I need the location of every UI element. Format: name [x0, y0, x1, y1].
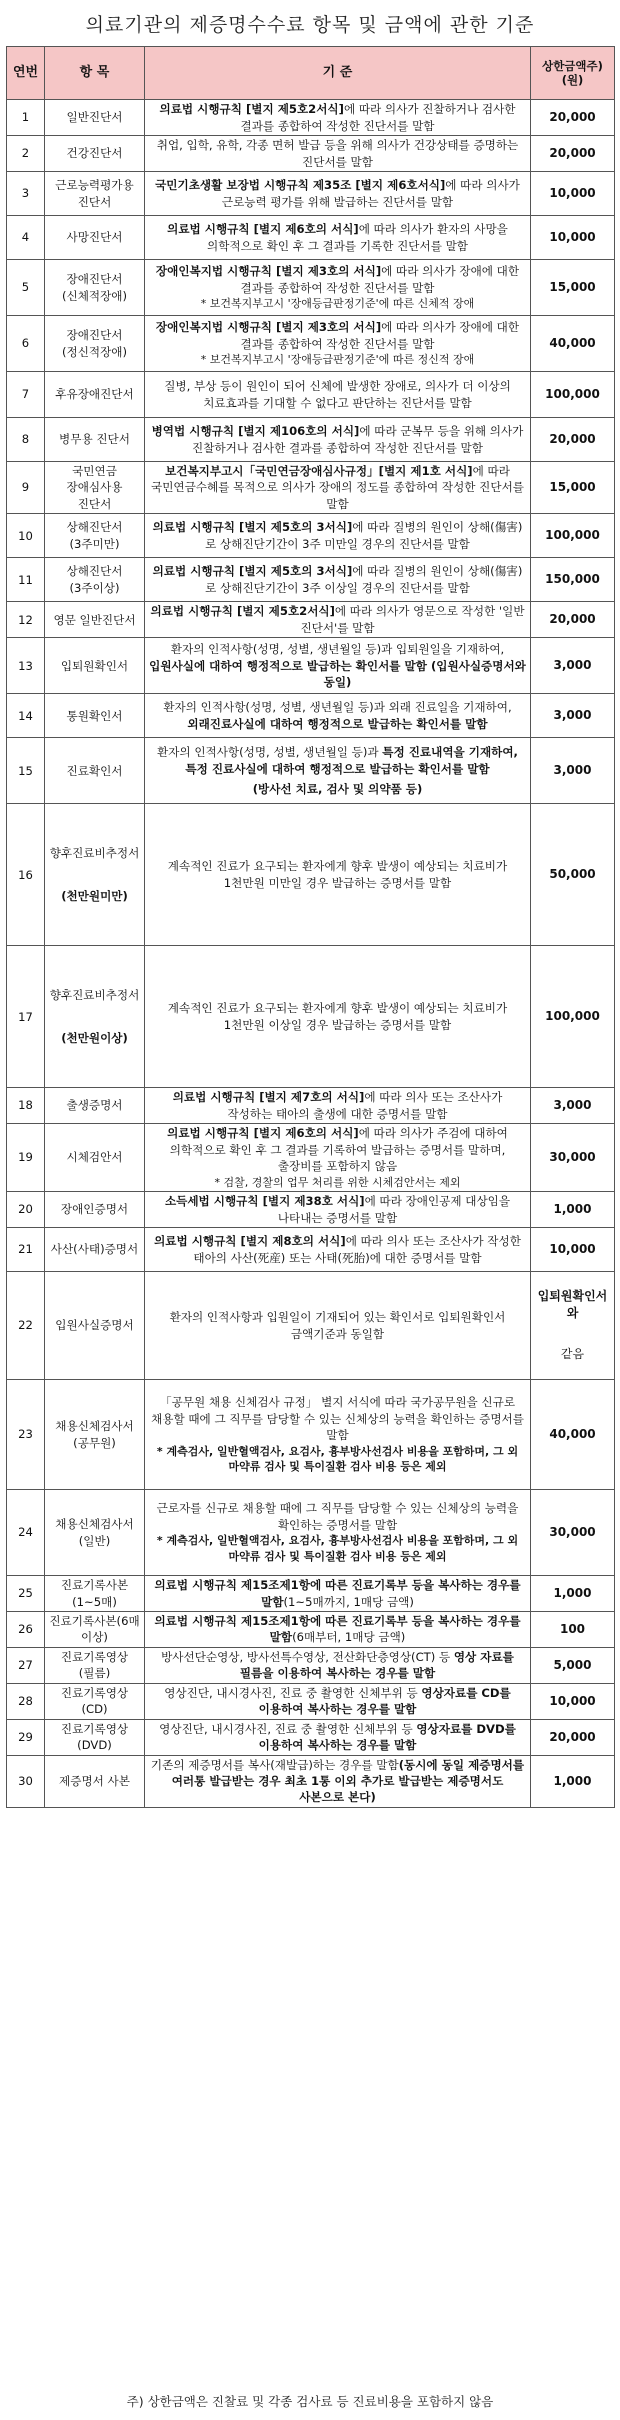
row-item-name [45, 946, 145, 1088]
amount-value: 15,000 [549, 279, 596, 294]
criteria-legal-basis: 소득세법 시행규칙 [별지 제38호 서식] [164, 1194, 365, 1209]
row-criteria [145, 1611, 531, 1647]
row-amount [531, 1719, 615, 1755]
criteria-note: * 검찰, 경찰의 업무 처리를 위한 시체검안서는 제외 [214, 1175, 461, 1189]
table-row [7, 1683, 615, 1719]
row-criteria [145, 260, 531, 316]
row-item-name [45, 1755, 145, 1807]
criteria-legal-basis: 장애인복지법 시행규칙 [별지 제3호의 서식] [155, 320, 382, 335]
item-label: 병무용 진단서 [59, 432, 130, 447]
criteria-text: 에 따라 장애인공제 대상임을 나타내는 증명서를 말함 [277, 1194, 511, 1225]
fee-table [6, 46, 615, 1808]
row-criteria [145, 1755, 531, 1807]
row-number: 10 [7, 514, 45, 558]
row-criteria [145, 1088, 531, 1124]
criteria-text: 에 따라 의사가 환자의 사망을 의학적으로 확인 후 그 결과를 기록한 진단서를 말함 [207, 222, 508, 253]
table-row [7, 804, 615, 946]
criteria-legal-basis: 의료법 시행규칙 [별지 제5호의 3서식] [152, 520, 353, 535]
criteria-note: * 보건복지부고시 '장애등급판정기준'에 따른 정신적 장애 [200, 353, 475, 367]
table-row [7, 1490, 615, 1576]
criteria-text: 에 따라 의사가 근로능력 평가를 위해 발급하는 진단서를 말함 [221, 178, 520, 209]
row-number: 22 [7, 1272, 45, 1380]
row-number: 26 [7, 1611, 45, 1647]
row-item-name [45, 1380, 145, 1490]
criteria-legal-basis: 의료법 시행규칙 [별지 제5호2서식] [150, 604, 335, 619]
amount-value: 150,000 [545, 572, 600, 587]
item-label: 영문 일반진단서 [53, 612, 136, 627]
item-label: 향후진료비추정서 [49, 846, 140, 861]
table-row [7, 1719, 615, 1755]
criteria-text: 방사선단순영상, 방사선특수영상, 전산화단층영상(CT) 등 [161, 1649, 454, 1664]
table-row [7, 1272, 615, 1380]
item-label: 장애진단서(정신적장애) [61, 328, 128, 359]
criteria-text: 에 따라 의사가 장애에 대한 결과를 종합하여 작성한 진단서를 말함 [240, 320, 520, 351]
amount-value: 50,000 [549, 867, 596, 882]
item-label: 출생증명서 [66, 1098, 123, 1113]
row-item-name [45, 462, 145, 514]
row-amount [531, 804, 615, 946]
row-number: 21 [7, 1228, 45, 1272]
criteria-emphasis: 영상 자료를 필름을 이용하여 복사하는 경우를 말함 [239, 1649, 514, 1681]
row-criteria [145, 1192, 531, 1228]
row-number: 1 [7, 100, 45, 136]
criteria-text: 기존의 제증명서를 복사(재발급)하는 경우를 말함 [150, 1757, 399, 1772]
table-row [7, 1228, 615, 1272]
criteria-legal-basis: 보건복지부고시「국민연금장애심사규정」[별지 제1호 서식] [165, 464, 473, 478]
row-number: 8 [7, 418, 45, 462]
row-criteria [145, 514, 531, 558]
row-number: 5 [7, 260, 45, 316]
row-amount [531, 1124, 615, 1192]
criteria-text: 계속적인 진료가 요구되는 환자에게 향후 발생이 예상되는 치료비가 1천만원 이상일 경우 발급하는 증명서를 말함 [167, 1001, 508, 1032]
criteria-note: * 보건복지부고시 '장애등급판정기준'에 따른 신체적 장애 [200, 297, 475, 311]
item-label: 입퇴원확인서 [60, 658, 129, 673]
criteria-text: 에 따라 질병의 원인이 상해(傷害)로 상해진단기간이 3주 미만일 경우의 진단서를 말함 [205, 520, 523, 551]
row-amount [531, 514, 615, 558]
table-row [7, 1576, 615, 1612]
amount-value: 10,000 [549, 1242, 596, 1257]
table-row [7, 946, 615, 1088]
row-amount [531, 1272, 615, 1380]
criteria-text: 취업, 입학, 유학, 각종 면허 발급 등을 위해 의사가 건강상태를 증명하는 진단서를 말함 [156, 138, 519, 169]
item-label: 입원사실증명서 [55, 1318, 134, 1333]
row-amount [531, 946, 615, 1088]
row-item-name [45, 100, 145, 136]
row-item-name [45, 1576, 145, 1612]
row-amount [531, 558, 615, 602]
document-title: 의료기관의 제증명수수료 항목 및 금액에 관한 기준 [85, 13, 535, 36]
row-item-name [45, 1719, 145, 1755]
row-criteria [145, 804, 531, 946]
amount-value: 30,000 [549, 1150, 596, 1165]
table-row [7, 558, 615, 602]
row-item-name [45, 738, 145, 804]
row-criteria [145, 316, 531, 372]
amount-value: 3,000 [553, 658, 592, 673]
row-amount [531, 1228, 615, 1272]
item-label: 상해진단서(3주이상) [66, 564, 123, 595]
table-row [7, 1124, 615, 1192]
row-criteria [145, 216, 531, 260]
amount-value: 20,000 [549, 612, 596, 627]
row-criteria [145, 418, 531, 462]
row-criteria [145, 638, 531, 694]
criteria-legal-basis: 장애인복지법 시행규칙 [별지 제3호의 서식] [155, 264, 382, 279]
row-criteria [145, 1272, 531, 1380]
row-amount [531, 602, 615, 638]
row-number: 23 [7, 1380, 45, 1490]
row-item-name [45, 1124, 145, 1192]
row-criteria [145, 1380, 531, 1490]
item-label: 채용신체검사서(일반) [55, 1517, 134, 1548]
amount-value: 입퇴원확인서와 [537, 1289, 608, 1321]
row-item-name [45, 1683, 145, 1719]
amount-value: 20,000 [549, 1729, 596, 1744]
row-item-name [45, 1228, 145, 1272]
row-criteria [145, 136, 531, 172]
row-criteria [145, 372, 531, 418]
table-row [7, 638, 615, 694]
criteria-legal-basis: 의료법 시행규칙 [별지 제8호의 서식] [154, 1234, 346, 1249]
amount-value: 30,000 [549, 1525, 596, 1540]
row-number: 11 [7, 558, 45, 602]
row-number: 29 [7, 1719, 45, 1755]
criteria-legal-basis: 국민기초생활 보장법 시행규칙 제35조 [별지 제6호서식] [155, 178, 446, 193]
table-row [7, 1755, 615, 1807]
criteria-note: * 계측검사, 일반혈액검사, 요검사, 흉부방사선검사 비용을 포함하며, 그 외 마약류 검사 및 특이질환 검사 비용 등은 제외 [156, 1534, 519, 1563]
row-amount [531, 136, 615, 172]
row-amount [531, 1380, 615, 1490]
row-item-name [45, 1088, 145, 1124]
criteria-legal-basis: 병역법 시행규칙 [별지 제106호의 서식] [151, 424, 360, 439]
item-label: 진료기록사본(1~5매) [60, 1578, 129, 1609]
criteria-text: 에 따라 국민연금수혜를 목적으로 의사가 장애의 정도를 종합하여 작성한 진단서를 말함 [151, 464, 524, 511]
row-item-name [45, 136, 145, 172]
row-item-name [45, 804, 145, 946]
table-row [7, 1647, 615, 1683]
row-amount [531, 1755, 615, 1807]
row-number: 12 [7, 602, 45, 638]
amount-value: 20,000 [549, 431, 596, 446]
item-label: 통원확인서 [66, 708, 123, 723]
row-item-name [45, 514, 145, 558]
row-number: 16 [7, 804, 45, 946]
table-row [7, 136, 615, 172]
amount-value: 1,000 [553, 1202, 592, 1217]
item-label: 진료기록영상(필름) [60, 1649, 129, 1681]
item-label: 진료기록영상(DVD) [60, 1721, 129, 1753]
table-header-row [7, 47, 615, 100]
row-item-name [45, 260, 145, 316]
row-criteria [145, 694, 531, 738]
item-label: 진료확인서 [66, 763, 123, 778]
item-sublabel: (천만원이상) [61, 1030, 128, 1045]
criteria-emphasis: 영상자료를 DVD를 이용하여 복사하는 경우를 말함 [258, 1721, 516, 1753]
row-item-name [45, 216, 145, 260]
row-amount [531, 1576, 615, 1612]
row-amount [531, 1192, 615, 1228]
row-item-name [45, 372, 145, 418]
row-criteria [145, 1647, 531, 1683]
row-item-name [45, 1490, 145, 1576]
row-item-name [45, 602, 145, 638]
item-label: 장애진단서(신체적장애) [61, 272, 128, 303]
item-label: 사망진단서 [66, 230, 123, 245]
row-criteria [145, 1124, 531, 1192]
item-label: 근로능력평가용 진단서 [55, 178, 134, 209]
amount-value: 3,000 [553, 763, 592, 778]
item-sublabel: (천만원미만) [61, 888, 128, 903]
row-criteria [145, 1228, 531, 1272]
criteria-text: 영상진단, 내시경사진, 진료 중 촬영한 신체부위 등 [164, 1685, 422, 1700]
row-amount [531, 260, 615, 316]
amount-value: 5,000 [553, 1657, 592, 1672]
amount-value: 100 [559, 1621, 586, 1636]
row-number: 19 [7, 1124, 45, 1192]
row-item-name [45, 694, 145, 738]
row-item-name [45, 1272, 145, 1380]
table-row [7, 172, 615, 216]
row-amount [531, 694, 615, 738]
row-item-name [45, 1647, 145, 1683]
item-label: 제증명서 사본 [59, 1774, 130, 1789]
row-number: 9 [7, 462, 45, 514]
criteria-legal-basis: 의료법 시행규칙 [별지 제6호의 서식] [167, 222, 359, 237]
row-criteria [145, 1490, 531, 1576]
item-label: 일반진단서 [66, 110, 123, 125]
row-amount [531, 1611, 615, 1647]
criteria-emphasis: 특정 진료내역을 기재하여, 특정 진료사실에 대하여 행정적으로 발급하는 확인서를 말함 [185, 745, 518, 776]
table-row [7, 462, 615, 514]
criteria-text: 질병, 부상 등이 원인이 되어 신체에 발생한 장애로, 의사가 더 이상의 치료효과를 기대할 수 없다고 판단하는 진단서를 말함 [164, 379, 511, 410]
criteria-legal-basis: 의료법 시행규칙 [별지 제7호의 서식] [172, 1090, 365, 1105]
amount-value: 10,000 [549, 1693, 596, 1708]
row-amount [531, 418, 615, 462]
table-body [7, 100, 615, 1808]
table-row [7, 260, 615, 316]
item-label: 사산(사태)증명서 [50, 1242, 139, 1257]
item-label: 건강진단서 [66, 146, 123, 161]
row-criteria [145, 946, 531, 1088]
item-label: 상해진단서(3주미만) [66, 520, 123, 551]
row-amount [531, 1490, 615, 1576]
amount-value: 3,000 [553, 708, 592, 723]
row-number: 7 [7, 372, 45, 418]
table-row [7, 372, 615, 418]
amount-value: 40,000 [549, 1427, 596, 1442]
criteria-text: (6매부터, 1매당 금액) [292, 1630, 406, 1645]
criteria-emphasis: 입원사실에 대하여 행정적으로 발급하는 확인서를 말함 (입원사실증명서와 동일) [149, 658, 526, 689]
row-criteria [145, 100, 531, 136]
header-item: 항 목 [45, 47, 145, 100]
table-row [7, 1192, 615, 1228]
criteria-text: 에 따라 의사 또는 조산사가 작성하는 태아의 출생에 대한 증명서를 말함 [227, 1090, 503, 1121]
criteria-text: 에 따라 질병의 원인이 상해(傷害)로 상해진단기간이 3주 이상일 경우의 진단서를 말함 [205, 564, 523, 595]
criteria-legal-basis: 의료법 시행규칙 [별지 제6호의 서식] [167, 1126, 359, 1141]
row-item-name [45, 1611, 145, 1647]
criteria-legal-basis: 의료법 시행규칙 제15조제1항에 따른 진료기록부 등을 복사하는 경우를 말함 [154, 1613, 521, 1645]
row-amount [531, 1647, 615, 1683]
table-row [7, 216, 615, 260]
amount-value: 100,000 [545, 1009, 600, 1024]
row-amount [531, 1683, 615, 1719]
criteria-text: 환자의 인적사항(성명, 성별, 생년월일 등)과 입퇴원일을 기재하여, [170, 642, 505, 657]
row-item-name [45, 172, 145, 216]
item-label: 채용신체검사서(공무원) [55, 1419, 134, 1450]
row-number: 18 [7, 1088, 45, 1124]
row-item-name [45, 558, 145, 602]
amount-value: 20,000 [549, 109, 596, 124]
criteria-text: 「공무원 채용 신체검사 규정」 별지 서식에 따라 국가공무원을 신규로 채용할 때에 그 직무를 담당할 수 있는 신체상의 능력을 확인하는 증명서를 말함 [151, 1395, 524, 1443]
row-item-name [45, 638, 145, 694]
row-criteria [145, 1719, 531, 1755]
criteria-emphasis: (동시에 동일 제증명서를 여러통 발급받는 경우 최초 1통 이외 추가로 발급받는 제증명서도 사본으로 본다) [171, 1757, 525, 1805]
row-number: 3 [7, 172, 45, 216]
table-row [7, 514, 615, 558]
amount-value: 40,000 [549, 335, 596, 350]
header-no: 연번 [7, 47, 45, 100]
item-label: 장애인증명서 [60, 1202, 129, 1217]
table-row [7, 1088, 615, 1124]
row-number: 4 [7, 216, 45, 260]
table-row [7, 418, 615, 462]
item-label: 시체검안서 [66, 1150, 123, 1165]
criteria-legal-basis: 의료법 시행규칙 [별지 제5호의 3서식] [152, 564, 353, 579]
criteria-text: 에 따라 의사가 진찰하거나 검사한 결과를 종합하여 작성한 진단서를 말함 [240, 102, 516, 133]
amount-value-suffix: 같음 [560, 1347, 585, 1362]
criteria-note: * 계측검사, 일반혈액검사, 요검사, 흉부방사선검사 비용을 포함하며, 그 외 마약류 검사 및 특이질환 검사 비용 등은 제외 [156, 1444, 519, 1474]
criteria-text: 에 따라 의사가 장애에 대한 결과를 종합하여 작성한 진단서를 말함 [240, 264, 520, 295]
amount-value: 100,000 [545, 528, 600, 543]
row-number: 17 [7, 946, 45, 1088]
table-row [7, 738, 615, 804]
row-number: 14 [7, 694, 45, 738]
row-number: 20 [7, 1192, 45, 1228]
row-criteria [145, 462, 531, 514]
criteria-legal-basis: 의료법 시행규칙 제15조제1항에 따른 진료기록부 등을 복사하는 경우를 말함 [154, 1578, 521, 1609]
row-amount [531, 1088, 615, 1124]
item-label: 후유장애진단서 [55, 387, 134, 402]
criteria-text: 환자의 인적사항(성명, 성별, 생년월일 등)과 외래 진료일을 기재하여, [163, 700, 512, 715]
row-amount [531, 462, 615, 514]
criteria-text: 환자의 인적사항(성명, 성별, 생년월일 등)과 [157, 745, 383, 760]
row-item-name [45, 418, 145, 462]
row-number: 6 [7, 316, 45, 372]
criteria-text: 에 따라 의사가 영문으로 작성한 '일반 진단서'를 말함 [300, 604, 525, 635]
row-criteria [145, 558, 531, 602]
criteria-emphasis: 외래진료사실에 대하여 행정적으로 발급하는 확인서를 말함 [187, 716, 488, 731]
item-label: 진료기록영상(CD) [60, 1685, 129, 1717]
table-row [7, 1380, 615, 1490]
row-number: 2 [7, 136, 45, 172]
row-amount [531, 100, 615, 136]
row-item-name [45, 1192, 145, 1228]
amount-value: 15,000 [549, 480, 596, 495]
table-row [7, 316, 615, 372]
criteria-text: 근로자를 신규로 채용할 때에 그 직무를 담당할 수 있는 신체상의 능력을 확인하는 증명서를 말함 [156, 1501, 519, 1532]
criteria-text: 에 따라 의사 또는 조산사가 작성한 태아의 사산(死産) 또는 사태(死胎)에 대한 증명서를 말함 [193, 1234, 521, 1265]
criteria-text: 환자의 인적사항과 입원일이 기재되어 있는 확인서로 입퇴원확인서 금액기준과 동일함 [169, 1310, 506, 1341]
criteria-subnote: (방사선 치료, 검사 및 의약품 등) [252, 781, 423, 796]
amount-value: 1,000 [553, 1585, 592, 1600]
criteria-emphasis: 영상자료를 CD를 이용하여 복사하는 경우를 말함 [258, 1685, 511, 1717]
amount-value: 20,000 [549, 145, 596, 160]
row-criteria [145, 602, 531, 638]
row-amount [531, 638, 615, 694]
item-label: 진료기록사본(6매 이상) [49, 1613, 140, 1645]
row-criteria [145, 172, 531, 216]
row-amount [531, 172, 615, 216]
criteria-text: 에 따라 의사가 주검에 대하여 의학적으로 확인 후 그 결과를 기록하여 발급하는 증명서를 말하며, 출장비를 포함하지 않음 [169, 1126, 508, 1174]
table-row [7, 694, 615, 738]
row-number: 30 [7, 1755, 45, 1807]
row-number: 27 [7, 1647, 45, 1683]
amount-value: 10,000 [549, 185, 596, 200]
item-label: 향후진료비추정서 [49, 988, 140, 1003]
amount-value: 100,000 [545, 386, 600, 401]
amount-value: 1,000 [553, 1773, 592, 1788]
row-number: 28 [7, 1683, 45, 1719]
footnote: 주) 상한금액은 진찰료 및 각종 검사료 등 진료비용을 포함하지 않음 [126, 2394, 494, 2409]
row-criteria [145, 738, 531, 804]
row-number: 24 [7, 1490, 45, 1576]
item-label: 국민연금 장애심사용 진단서 [66, 464, 123, 511]
criteria-text: 영상진단, 내시경사진, 진료 중 촬영한 신체부위 등 [159, 1721, 417, 1736]
row-item-name [45, 316, 145, 372]
amount-value: 10,000 [549, 229, 596, 244]
header-criteria: 기 준 [145, 47, 531, 100]
criteria-legal-basis: 의료법 시행규칙 [별지 제5호2서식] [159, 102, 344, 117]
criteria-text: (1~5매까지, 1매당 금액) [283, 1594, 414, 1609]
table-row [7, 1611, 615, 1647]
criteria-text: 계속적인 진료가 요구되는 환자에게 향후 발생이 예상되는 치료비가 1천만원 미만일 경우 발급하는 증명서를 말함 [167, 859, 508, 890]
row-number: 15 [7, 738, 45, 804]
row-amount [531, 372, 615, 418]
row-amount [531, 216, 615, 260]
row-criteria [145, 1576, 531, 1612]
table-row [7, 100, 615, 136]
row-amount [531, 738, 615, 804]
row-amount [531, 316, 615, 372]
table-row [7, 602, 615, 638]
row-number: 13 [7, 638, 45, 694]
amount-value: 3,000 [553, 1098, 592, 1113]
header-amount: 상한금액주)(원) [531, 47, 615, 100]
row-criteria [145, 1683, 531, 1719]
row-number: 25 [7, 1576, 45, 1612]
criteria-text: 에 따라 군복무 등을 위해 의사가 진찰하거나 검사한 결과를 종합하여 작성한 진단서를 말함 [192, 424, 524, 455]
